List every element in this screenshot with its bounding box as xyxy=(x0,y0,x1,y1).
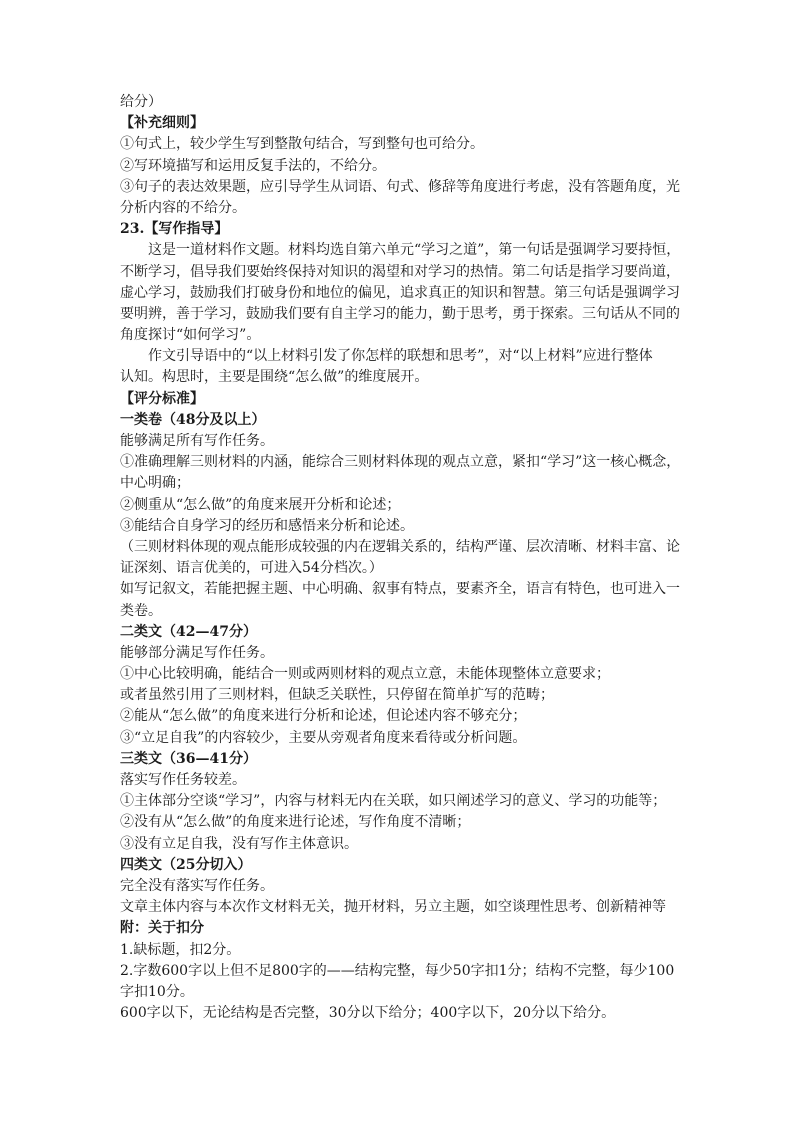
text-line: 落实写作任务较差。 xyxy=(120,772,246,788)
section-heading: 【评分标准】 xyxy=(120,390,204,407)
section-heading: 【补充细则】 xyxy=(120,115,204,132)
text-line: 字扣10分。 xyxy=(120,983,194,1000)
section-heading: 二类文（42—47分） xyxy=(120,623,257,640)
text-line: 类卷。 xyxy=(120,602,162,619)
section-heading: 23.【写作指导】 xyxy=(120,221,229,238)
text-line: 能够部分满足写作任务。 xyxy=(120,644,274,661)
text-line: 作文引导语中的“以上材料引发了你怎样的联想和思考”，对“以上材料”应进行整体 xyxy=(148,348,653,365)
text-line: ②写环境描写和运用反复手法的，不给分。 xyxy=(120,157,386,174)
text-line: 认知。构思时，主要是围绕“怎么做”的维度展开。 xyxy=(120,369,429,386)
text-line: ②侧重从“怎么做”的角度来展开分析和论述； xyxy=(120,496,401,513)
text-line: 2.字数600字以上但不足800字的——结构完整，每少50字扣1分；结构不完整，每少100 xyxy=(120,962,675,979)
text-line: 这是一道材料作文题。材料均选自第六单元“学习之道”，第一句话是强调学习要持恒， xyxy=(148,242,681,259)
text-line: 要明辨，善于学习，鼓励我们要有自主学习的能力，勤于思考，勇于探索。三句话从不同的 xyxy=(120,305,680,322)
section-heading: 三类文（36—41分） xyxy=(120,750,257,767)
text-line: （三则材料体现的观点能形成较强的内在逻辑关系的，结构严谨、层次清晰、材料丰富、论 xyxy=(120,538,680,555)
text-line: ③“立足自我”的内容较少，主要从旁观者角度来看待或分析问题。 xyxy=(120,729,527,746)
text-line: 文章主体内容与本次作文材料无关，抛开材料，另立主题，如空谈理性思考、创新精神等 xyxy=(120,899,666,916)
text-line: ③没有立足自我，没有写作主体意识。 xyxy=(120,835,358,852)
section-heading: 附：关于扣分 xyxy=(120,920,204,937)
text-line: 给分） xyxy=(120,94,162,110)
text-line: ③能结合自身学习的经历和感悟来分析和论述。 xyxy=(120,517,414,534)
text-line: 分析内容的不给分。 xyxy=(120,199,246,216)
text-line: ①主体部分空谈“学习”，内容与材料无内在关联，如只阐述学习的意义、学习的功能等； xyxy=(120,793,667,810)
text-line: 完全没有落实写作任务。 xyxy=(120,877,274,894)
text-line: ③句子的表达效果题，应引导学生从词语、句式、修辞等角度进行考虑，没有答题角度，光 xyxy=(120,178,680,195)
text-line: ①准确理解三则材料的内涵，能综合三则材料体现的观点立意，紧扣“学习”这一核心概念， xyxy=(120,454,681,471)
text-line: 证深刻、语言优美的，可进入54分档次。） xyxy=(120,560,383,577)
document-page xyxy=(120,92,682,1024)
text-line: ②没有从“怎么做”的角度来进行论述，写作角度不清晰； xyxy=(120,814,471,831)
text-line: 虚心学习，鼓励我们打破身份和地位的偏见，追求真正的知识和智慧。第三句话是强调学习 xyxy=(120,284,680,301)
text-line: ①中心比较明确，能结合一则或两则材料的观点立意，未能体现整体立意要求； xyxy=(120,666,610,683)
text-line: 如写记叙文，若能把握主题、中心明确、叙事有特点，要素齐全，语言有特色，也可进入一 xyxy=(120,581,680,598)
section-heading: 四类文（25分切入） xyxy=(120,856,252,873)
section-heading: 一类卷（48分及以上） xyxy=(120,411,266,428)
text-line: 能够满足所有写作任务。 xyxy=(120,433,274,449)
text-line: ②能从“怎么做”的角度来进行分析和论述，但论述内容不够充分； xyxy=(120,708,527,725)
text-line: 600字以下，无论结构是否完整，30分以下给分；400字以下，20分以下给分。 xyxy=(120,1005,616,1022)
text-line: 或者虽然引用了三则材料，但缺乏关联性，只停留在简单扩写的范畴； xyxy=(120,687,554,704)
text-line: ①句式上，较少学生写到整散句结合，写到整句也可给分。 xyxy=(120,136,484,153)
text-line: 中心明确； xyxy=(120,475,190,492)
text-line: 不断学习，倡导我们要始终保持对知识的渴望和对学习的热情。第二句话是指学习要尚道， xyxy=(120,263,680,280)
text-line: 1.缺标题，扣2分。 xyxy=(120,941,241,958)
text-line: 角度探讨“如何学习”。 xyxy=(120,327,261,344)
